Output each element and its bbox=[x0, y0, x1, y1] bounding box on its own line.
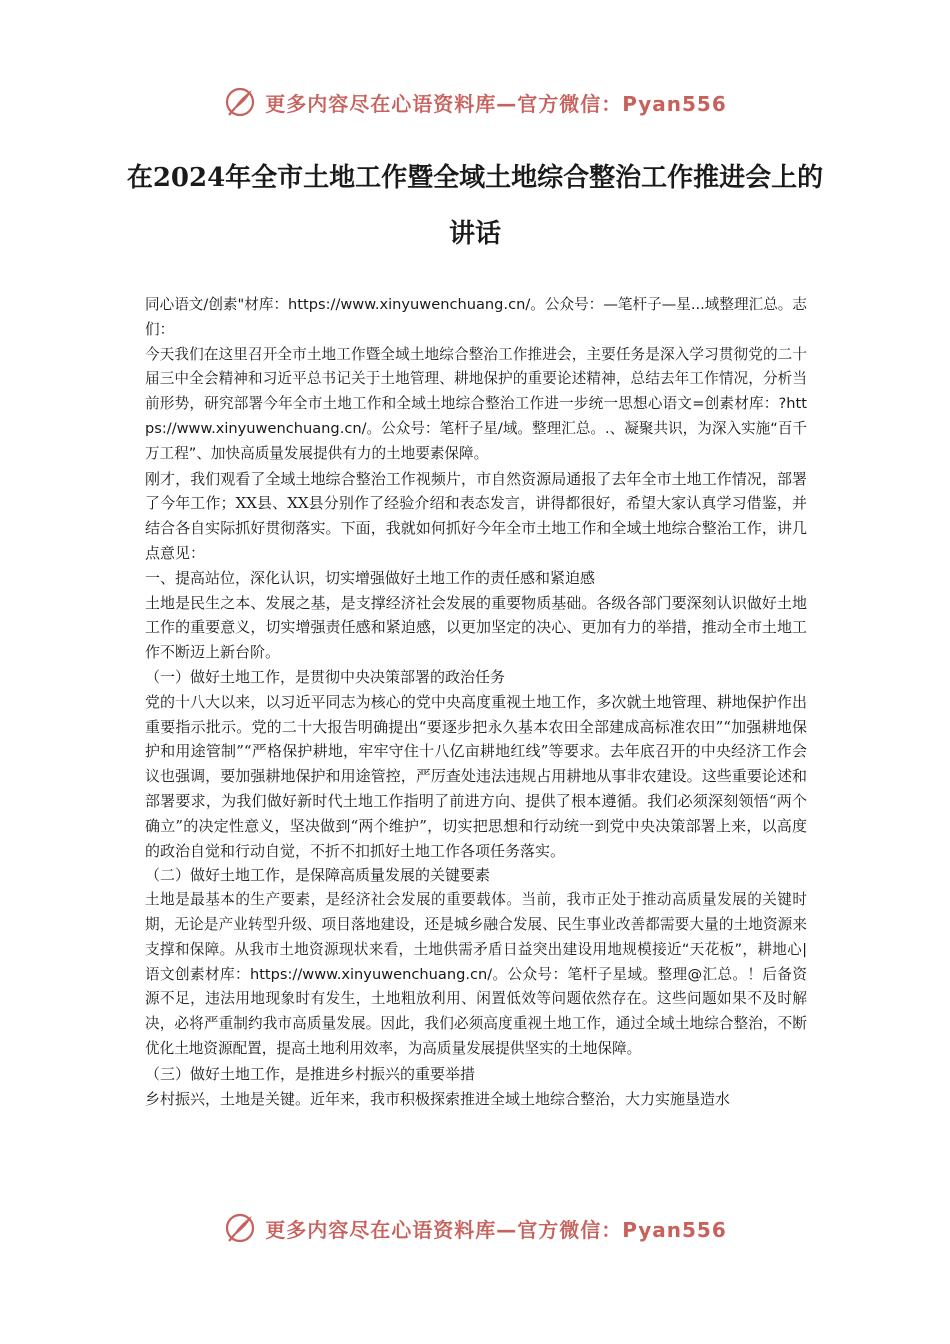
quill-logo-icon bbox=[223, 1211, 257, 1245]
subheading-1-2: （二）做好土地工作，是保障高质量发展的关键要素 bbox=[145, 866, 491, 885]
paragraph-subsection-1-1: 党的十八大以来，以习近平同志为核心的党中央高度重视土地工作，多次就土地管理、耕地保护作出重要指示批示。党的二十大报告明确提出“要逐步把永久基本农田全部建成高标准农田”“加强耕地保护和用途管制”“严格保护耕地，牢牢守住十八亿亩耕地红线”等要求。去年底召开的中央经济工作会议也强调，要加强耕地保护和用途管控，严厉查处违法违规占用耕地从事非农建设。这些重要论述和部署要求，为我们做好新时代土地工作指明了前进方向、提供了根本遵循。我们必须深刻领悟“两个确立”的决定性意义，坚决做到“两个维护”，切实把思想和行动统一到党中央决策部署上来，以高度的政治自觉和行动自觉，不折不扣抓好土地工作各项任务落实。 bbox=[145, 692, 807, 860]
paragraph-section-1: 土地是民生之本、发展之基，是支撑经济社会发展的重要物质基础。各级各部门要深刻认识做好土地工作的重要意义，切实增强责任感和紧迫感，以更加坚定的决心、更加有力的举措，推动全市土地工作不断迈上新台阶。 bbox=[145, 593, 807, 662]
document-body bbox=[145, 293, 807, 1111]
footer-banner bbox=[0, 1208, 950, 1248]
banner-text: 更多内容尽在心语资料库—官方微信：Pyan556 bbox=[265, 91, 727, 116]
subheading-1-1: （一）做好土地工作，是贯彻中央决策部署的政治任务 bbox=[145, 667, 506, 686]
paragraph-intro-source: 同心语文/创素"材库：https://www.xinyuwenchuang.cn/。公众号：—笔杆子—星...域整理汇总。志们： bbox=[145, 296, 807, 338]
banner-text: 更多内容尽在心语资料库—官方微信：Pyan556 bbox=[265, 1217, 727, 1242]
paragraph-subsection-1-2: 土地是最基本的生产要素，是经济社会发展的重要载体。当前，我市正处于推动高质量发展的关键时期，无论是产业转型升级、项目落地建设，还是城乡融合发展、民生事业改善都需要大量的土地资源来支撑和保障。从我市土地资源现状来看，土地供需矛盾日益突出建设用地规模接近“天花板”，耕地心|语文创素材库：https://www.xinyuwenchuang.cn/。公众号：笔杆子星域。整理@汇总。！后备资源不足，违法用地现象时有发生，土地粗放利用、闲置低效等问题依然存在。这些问题如果不及时解决，必将严重制约我市高质量发展。因此，我们必须高度重视土地工作，通过全域土地综合整治，不断优化土地资源配置，提高土地利用效率，为高质量发展提供坚实的土地保障。 bbox=[145, 891, 807, 1057]
header-banner bbox=[0, 82, 950, 122]
paragraph-meeting-purpose: 今天我们在这里召开全市土地工作暨全域土地综合整治工作推进会，主要任务是深入学习贯彻党的二十届三中全会精神和习近平总书记关于土地管理、耕地保护的重要论述精神，总结去年工作情况，分析当前形势，研究部署今年全市土地工作和全域土地综合整治工作进一步统一思想心语文=创素材库：?https://www.xinyuwenchuang.cn/。公众号：笔杆子星/域。整理汇总。.、凝聚共识，为深入实施“百千万工程”、加快高质量发展提供有力的土地要素保障。 bbox=[145, 345, 807, 462]
paragraph-subsection-1-3: 乡村振兴，土地是关键。近年来，我市积极探索推进全域土地综合整治，大力实施垦造水 bbox=[145, 1089, 731, 1108]
document-title: 在2024年全市土地工作暨全域土地综合整治工作推进会上的讲话 bbox=[126, 163, 824, 249]
section-heading-1: 一、提高站位，深化认识，切实增强做好土地工作的责任感和紧迫感 bbox=[145, 568, 596, 587]
paragraph-opening-remarks: 刚才，我们观看了全域土地综合整治工作视频片，市自然资源局通报了去年全市土地工作情况，部署了今年工作；XX县、XX县分别作了经验介绍和表态发言，讲得都很好，希望大家认真学习借鉴，并结合各自实际抓好贯彻落实。下面，我就如何抓好今年全市土地工作和全域土地综合整治工作，讲几点意见： bbox=[145, 469, 807, 562]
quill-logo-icon bbox=[223, 85, 257, 119]
subheading-1-3: （三）做好土地工作，是推进乡村振兴的重要举措 bbox=[145, 1064, 476, 1083]
